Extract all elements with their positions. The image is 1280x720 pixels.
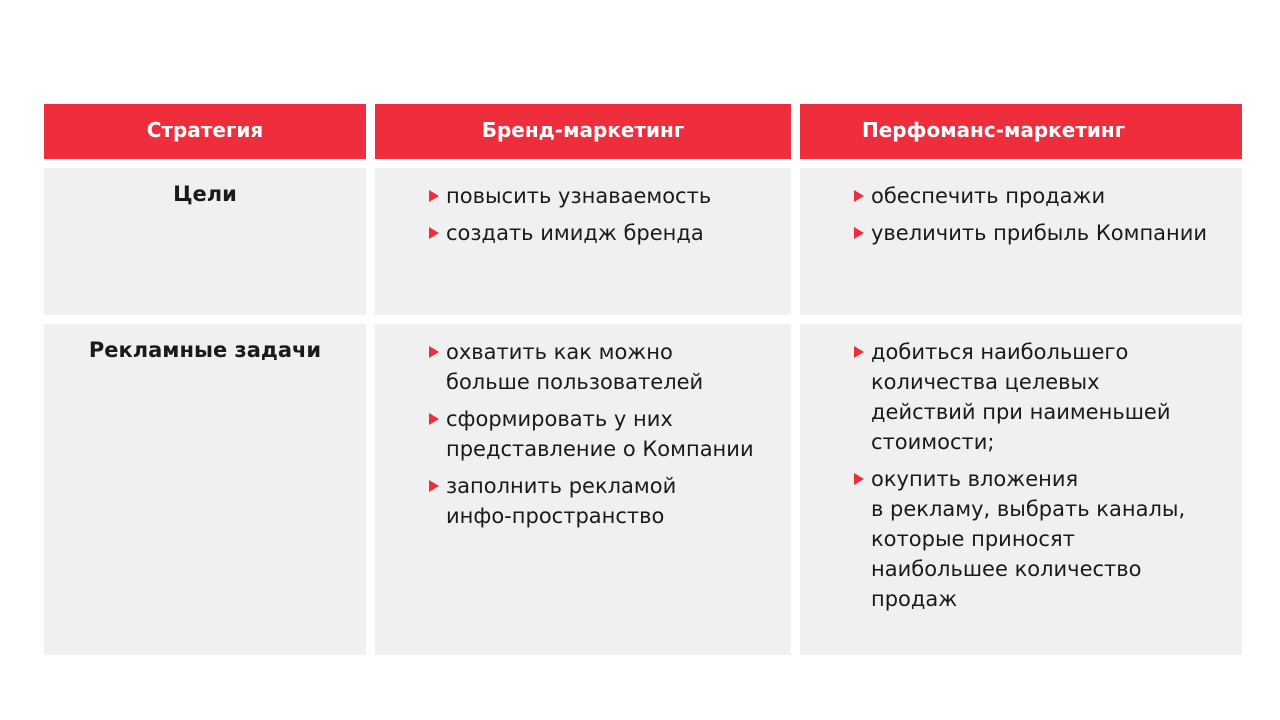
header-brand-marketing: Бренд-маркетинг xyxy=(375,104,791,159)
triangle-right-icon xyxy=(854,473,864,485)
header-performance-marketing: Перфоманс-маркетинг xyxy=(800,104,1242,159)
list-item xyxy=(854,337,1242,457)
list-item-text: заполнить рекламой инфо-пространство xyxy=(446,474,677,528)
list-item xyxy=(429,337,791,397)
list-item xyxy=(429,218,791,248)
brand-tasks-cell xyxy=(375,324,791,655)
triangle-right-icon xyxy=(429,413,439,425)
list-item-text: окупить вложения в рекламу, выбрать каналы, которые приносят наибольшее количество продаж xyxy=(871,467,1186,611)
list-item-text: обеспечить продажи xyxy=(871,184,1106,208)
triangle-right-icon xyxy=(854,346,864,358)
list-item xyxy=(854,464,1242,614)
performance-tasks-list xyxy=(800,324,1242,614)
list-item-text: охватить как можно больше пользователей xyxy=(446,340,704,394)
list-item xyxy=(854,181,1242,211)
triangle-right-icon xyxy=(854,227,864,239)
list-item-text: повысить узнаваемость xyxy=(446,184,712,208)
brand-goals-cell xyxy=(375,168,791,315)
triangle-right-icon xyxy=(429,480,439,492)
list-item-text: увеличить прибыль Компании xyxy=(871,221,1208,245)
performance-tasks-cell xyxy=(800,324,1242,655)
list-item-text: сформировать у них представление о Компании xyxy=(446,407,754,461)
brand-tasks-list xyxy=(375,324,791,531)
performance-goals-cell xyxy=(800,168,1242,315)
triangle-right-icon xyxy=(429,346,439,358)
list-item-text: добиться наибольшего количества целевых действий при наименьшей стоимости; xyxy=(871,340,1171,454)
row-label-goals: Цели xyxy=(44,168,366,315)
list-item xyxy=(429,471,791,531)
list-item xyxy=(429,181,791,211)
triangle-right-icon xyxy=(429,190,439,202)
performance-goals-list xyxy=(800,168,1242,248)
header-strategy: Стратегия xyxy=(44,104,366,159)
triangle-right-icon xyxy=(429,227,439,239)
list-item xyxy=(854,218,1242,248)
triangle-right-icon xyxy=(854,190,864,202)
row-label-ad-tasks: Рекламные задачи xyxy=(44,324,366,655)
brand-goals-list xyxy=(375,168,791,248)
list-item-text: создать имидж бренда xyxy=(446,221,704,245)
list-item xyxy=(429,404,791,464)
strategy-comparison-table xyxy=(44,104,1242,655)
